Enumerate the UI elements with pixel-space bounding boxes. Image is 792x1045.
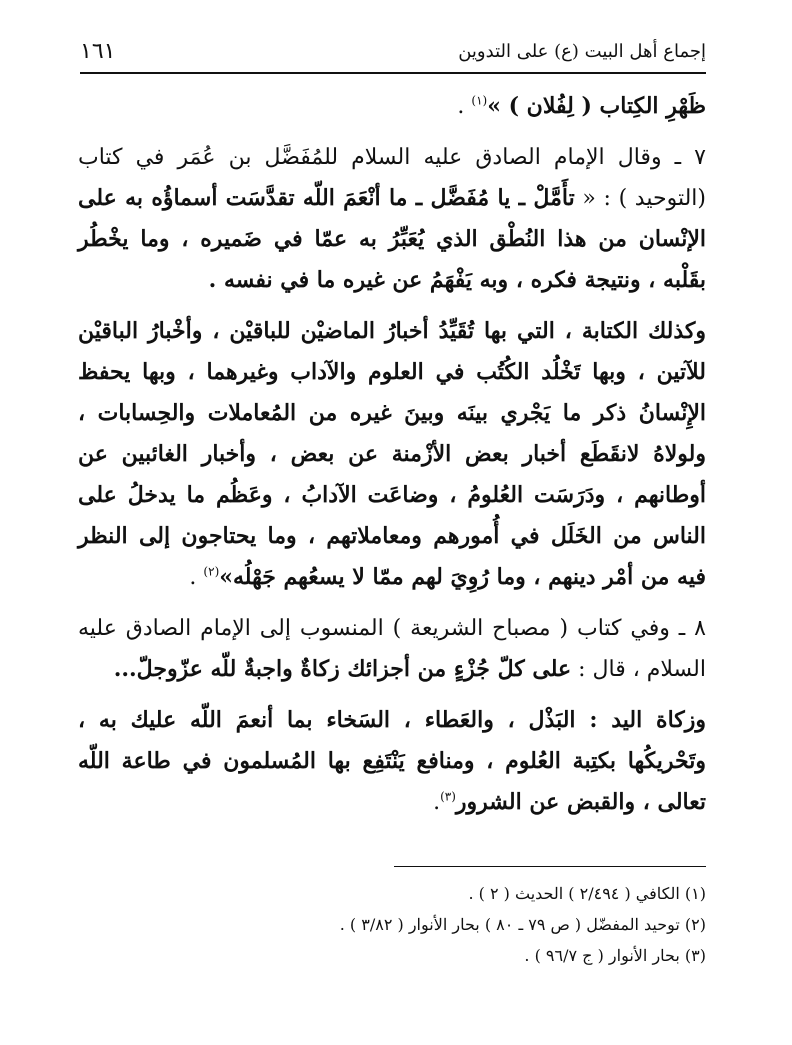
paragraph-3-tail: . — [189, 565, 204, 590]
paragraph-5-quote: وزكاة اليد : البَذْل ، والعَطاء ، السَخاء بما أنعمَ اللّه عليك به ، وتَحْريكُها بكتِبة العُلوم ، ومنافع يَنْتَفِع بها المُسلمون في طاعة اللّه تعالى ، والقبض عن الشرور — [78, 707, 706, 815]
footnotes — [78, 878, 706, 971]
paragraph-3-quote: وكذلك الكتابة ، التي بها تُقَيِّدُ أخبارُ الماضيْن للباقيْن ، وأخْبارُ الباقيْن للآتين ، وبها تَخْلُد الكُتُب في العلوم والآداب وغيرهما ، وبها يحفظ الإِنْسانُ ذكر ما يَجْري بينَه وبينَ غيره من المُعاملات والحِسابات ، ولولاهُ لانقَطَع أخبار بعض الأزْمنة عن بعض ، وأخبار الغائبين عن أوطانهم ، ودَرَسَت العُلومُ ، وضاعَت الآدابُ ، وعَظُم ما يدخلُ على الناس من الخَلَل في أُمورهم ومعاملاتهم ، وما يحتاجون إلى النظر فيه من أمْر دينهم ، وما رُوِيَ لهم ممّا لا يسعُهم جَهْلُه» — [78, 318, 706, 590]
paragraph-1-bold: ظَهْرِ الكِتاب ( لِفُلان ) » — [487, 93, 706, 119]
footnote-ref-2: (٢) — [203, 564, 220, 579]
footnote-divider — [394, 866, 706, 867]
running-header — [80, 30, 706, 74]
page-number: ١٦١ — [80, 38, 116, 64]
footnote-2: (٢) توحيد المفضّل ( ص ٧٩ ـ ٨٠ ) بحار الأنوار ( ٣/٨٢ ) . — [339, 915, 706, 934]
footnote-ref-1: (١) — [471, 93, 488, 108]
paragraph-2-intro: ٧ ـ وقال الإمام الصادق عليه السلام للمُفَضَّل بن عُمَر في كتاب (التوحيد ) : « — [78, 145, 706, 211]
paragraph-2-quote: تأَمَّلْ ـ يا مُفَضَّل ـ ما أنْعَمَ اللّه تقدَّسَت أسماؤُه به على الإنْسان من هذا النُطْق الذي يُعَبِّرُ به عمّا في ضَميره ، وما يخْطُر بقَلْبه ، ونتيجة فكره ، وبه يَفْهَمُ عن غيره ما في نفسه . — [78, 185, 706, 293]
paragraph-4-quote: على كلّ جُزْءٍ من أجزائك زكاةٌ واجبةٌ للّه عزّوجلّ... — [113, 656, 572, 682]
paragraph-4-intro: ٨ ـ وفي كتاب ( مصباح الشريعة ) المنسوب إلى الإمام الصادق عليه السلام ، قال : — [78, 616, 706, 682]
paragraph-3 — [78, 311, 706, 598]
running-title: إجماع أهل البيت (ع) على التدوين — [458, 40, 706, 62]
paragraph-4 — [78, 608, 706, 690]
footnote-ref-3: (٣) — [440, 789, 456, 804]
main-text — [78, 86, 706, 823]
footnote-1: (١) الكافي ( ٢/٤٩٤ ) الحديث ( ٢ ) . — [468, 884, 706, 903]
paragraph-5 — [78, 700, 706, 823]
paragraph-2 — [78, 137, 706, 301]
footnote-3: (٣) بحار الأنوار ( ج ٩٦/٧ ) . — [524, 946, 706, 965]
paragraph-1 — [78, 86, 706, 127]
paragraph-1-tail: . — [457, 94, 472, 119]
paragraph-5-tail: . — [433, 790, 441, 815]
